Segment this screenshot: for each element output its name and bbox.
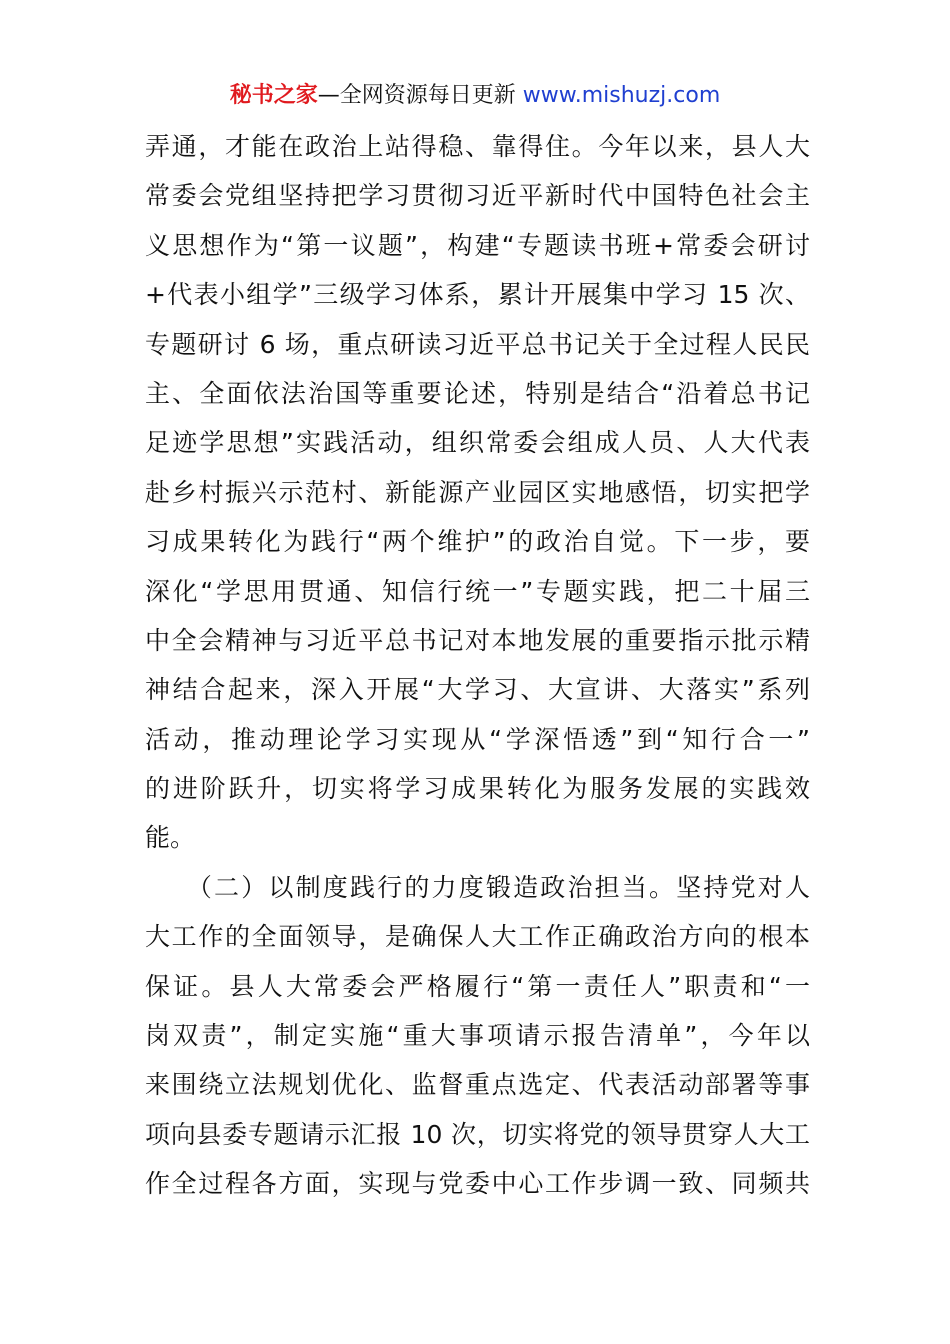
- text-line: 项向县委专题请示汇报 10 次，切实将党的领导贯穿人大工: [145, 1119, 810, 1149]
- text-line: 常委会党组坚持把学习贯彻习近平新时代中国特色社会主: [145, 181, 810, 211]
- text-line: 神结合起来，深入开展“大学习、大宣讲、大落实”系列: [145, 675, 810, 705]
- text-line: 保证。县人大常委会严格履行“第一责任人”职责和“一: [145, 971, 810, 1001]
- site-slogan: —全网资源每日更新: [317, 83, 516, 108]
- text-line: 足迹学思想”实践活动，组织常委会组成人员、人大代表: [145, 428, 810, 458]
- site-header: [0, 80, 950, 112]
- text-line: 来围绕立法规划优化、监督重点选定、代表活动部署等事: [145, 1070, 810, 1100]
- text-line: 赴乡村振兴示范村、新能源产业园区实地感悟，切实把学: [145, 477, 810, 507]
- text-line: +代表小组学”三级学习体系，累计开展集中学习 15 次、: [145, 280, 810, 310]
- text-line: 专题研讨 6 场，重点研读习近平总书记关于全过程人民民: [145, 329, 810, 359]
- paragraph-end-line: 能。: [145, 823, 196, 853]
- text-line: 大工作的全面领导，是确保人大工作正确政治方向的根本: [145, 922, 810, 952]
- text-line: 活动，推动理论学习实现从“学深悟透”到“知行合一”: [145, 724, 810, 754]
- text-line: 义思想作为“第一议题”，构建“专题读书班+常委会研讨: [145, 230, 810, 260]
- document-body: [145, 122, 810, 1209]
- site-brand: 秘书之家: [229, 83, 318, 108]
- text-line: 作全过程各方面，实现与党委中心工作步调一致、同频共: [145, 1169, 810, 1199]
- section-heading-line: （二）以制度践行的力度锻造政治担当。坚持党对人: [145, 872, 810, 902]
- text-line: 的进阶跃升，切实将学习成果转化为服务发展的实践效: [145, 774, 810, 804]
- text-line: 习成果转化为践行“两个维护”的政治自觉。下一步，要: [145, 527, 810, 557]
- text-line: 岗双责”，制定实施“重大事项请示报告清单”，今年以: [145, 1021, 810, 1051]
- text-line: 中全会精神与习近平总书记对本地发展的重要指示批示精: [145, 625, 810, 655]
- text-line: 深化“学思用贯通、知信行统一”专题实践，把二十届三: [145, 576, 810, 606]
- site-url-link[interactable]: www.mishuzj.com: [522, 83, 721, 108]
- text-line: 弄通，才能在政治上站得稳、靠得住。今年以来，县人大: [145, 132, 810, 161]
- text-line: 主、全面依法治国等重要论述，特别是结合“沿着总书记: [145, 378, 810, 408]
